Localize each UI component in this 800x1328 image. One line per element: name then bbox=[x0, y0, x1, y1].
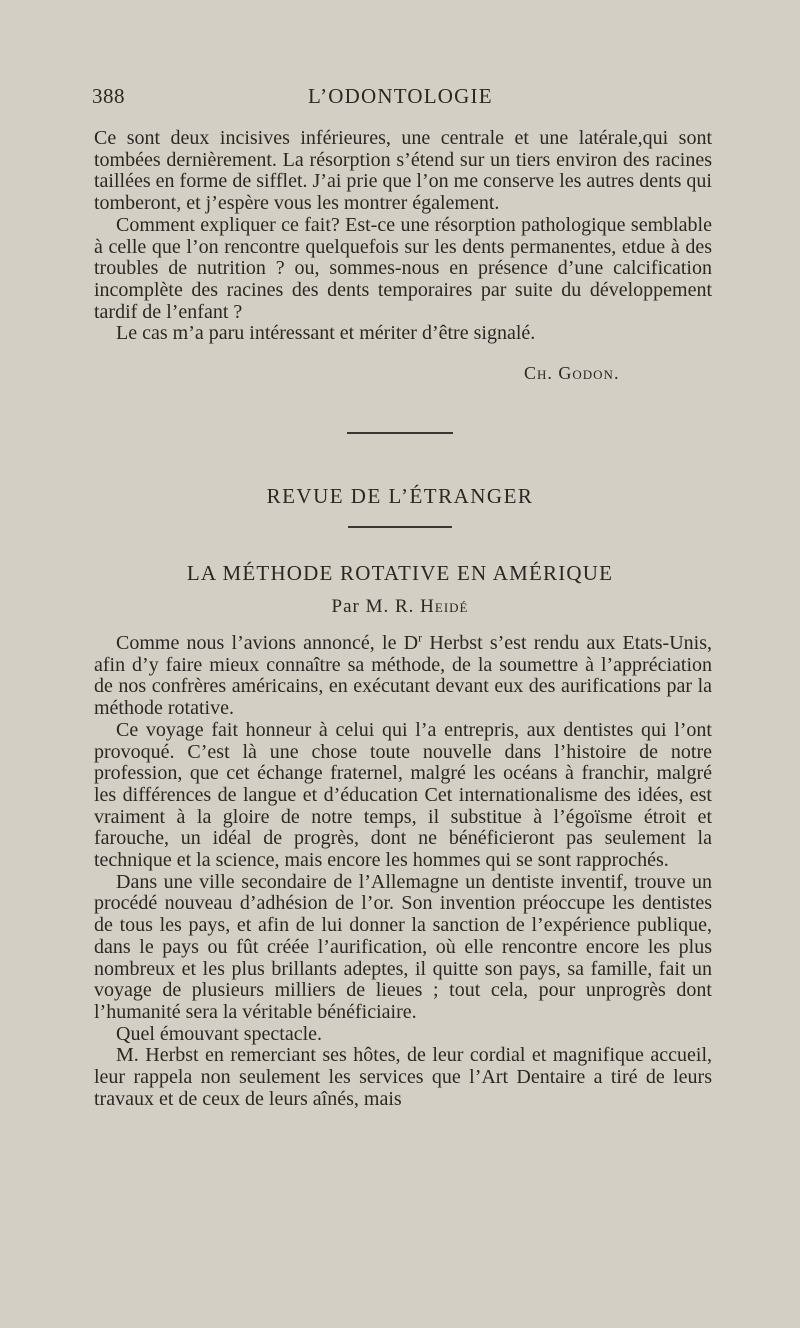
byline-prefix: Par M. R. bbox=[331, 596, 415, 617]
byline-author: Heidé bbox=[420, 596, 469, 617]
paragraph: M. Herbst en remerciant ses hôtes, de leur cordial et magnifique accueil, leur rappela non seulement les services que l’Art Dentaire a tiré de leurs travaux et de ceux de leurs aînés, mais bbox=[94, 1044, 712, 1110]
previous-article-text bbox=[94, 128, 712, 345]
article-body bbox=[94, 630, 712, 1110]
article-title: LA MÉTHODE ROTATIVE EN AMÉRIQUE bbox=[186, 561, 614, 585]
paragraph: Dans une ville secondaire de l’Allemagne un dentiste inventif, trouve un procédé nouveau d’adhésion de l’or. Son invention préoccupe les dentistes de tous les pays, et afin de lui donner la sanction de l’expérience publique, dans le pays ou fût créée l’aurification, où elle rencontre encore les plus nombreux et les plus brillants adeptes, il quitte son pays, sa famille, fait un voyage de plusieurs milliers de lieues ; tout cela, pour unprogrès dont l’humanité sera la véritable bénéficiaire. bbox=[94, 870, 712, 1023]
paragraph: Ce sont deux incisives inférieures, une centrale et une latérale,qui sont tombées dernièrement. La résorption s’étend sur un tiers environ des racines taillées en forme de sifflet. J’ai prie que l’on me conserve les autres dents qui tomberont, et j’espère vous les montrer également. bbox=[94, 127, 712, 215]
paragraph: Quel émouvant spectacle. bbox=[116, 1022, 323, 1045]
paragraph bbox=[94, 630, 712, 720]
page-number: 388 bbox=[92, 84, 125, 108]
paragraph-text: Comme nous l’avions annoncé, le D bbox=[116, 632, 419, 654]
author-signature: Ch. Godon. bbox=[524, 363, 620, 383]
superscript: r bbox=[418, 630, 423, 645]
section-title: REVUE DE L’ÉTRANGER bbox=[266, 484, 534, 508]
paragraph: Ce voyage fait honneur à celui qui l’a entrepris, aux dentistes qui l’ont provoqué. C’est là une chose toute nouvelle dans l’histoire de notre profession, que cet échange fraternel, malgré les océans à franchir, malgré les différences de langue et d’éducation Cet internationalisme des idées, est vraiment à la gloire de notre temps, il substitue à l’égoïsme étroit et farouche, un idéal de progrès, dont ne bénéficieront pas seulement la technique et la science, mais encore les hommes qui se sont rapprochés. bbox=[94, 718, 712, 872]
paragraph: Le cas m’a paru intéressant et mériter d’être signalé. bbox=[116, 322, 536, 345]
paragraph-text: Herbst s’est rendu aux Etats-Unis, afin d’y faire mieux connaître sa méthode, de la soumettre à l’appréciation de nos confrères américains, en exécutant devant eux des aurifications par la méthode rotative. bbox=[94, 632, 712, 720]
page-header bbox=[92, 84, 712, 114]
section-divider bbox=[347, 432, 453, 434]
title-divider bbox=[348, 526, 452, 528]
paragraph: Comment expliquer ce fait? Est-ce une résorption pathologique semblable à celle que l’on rencontre quelquefois sur les dents permanentes, etdue à des troubles de nutrition ? ou, sommes-nous en présence d’une calcification incomplète des racines des dents temporaires par suite du développement tardif de l’enfant ? bbox=[94, 213, 712, 323]
running-title: L’ODONTOLOGIE bbox=[308, 84, 493, 108]
byline bbox=[0, 596, 800, 618]
